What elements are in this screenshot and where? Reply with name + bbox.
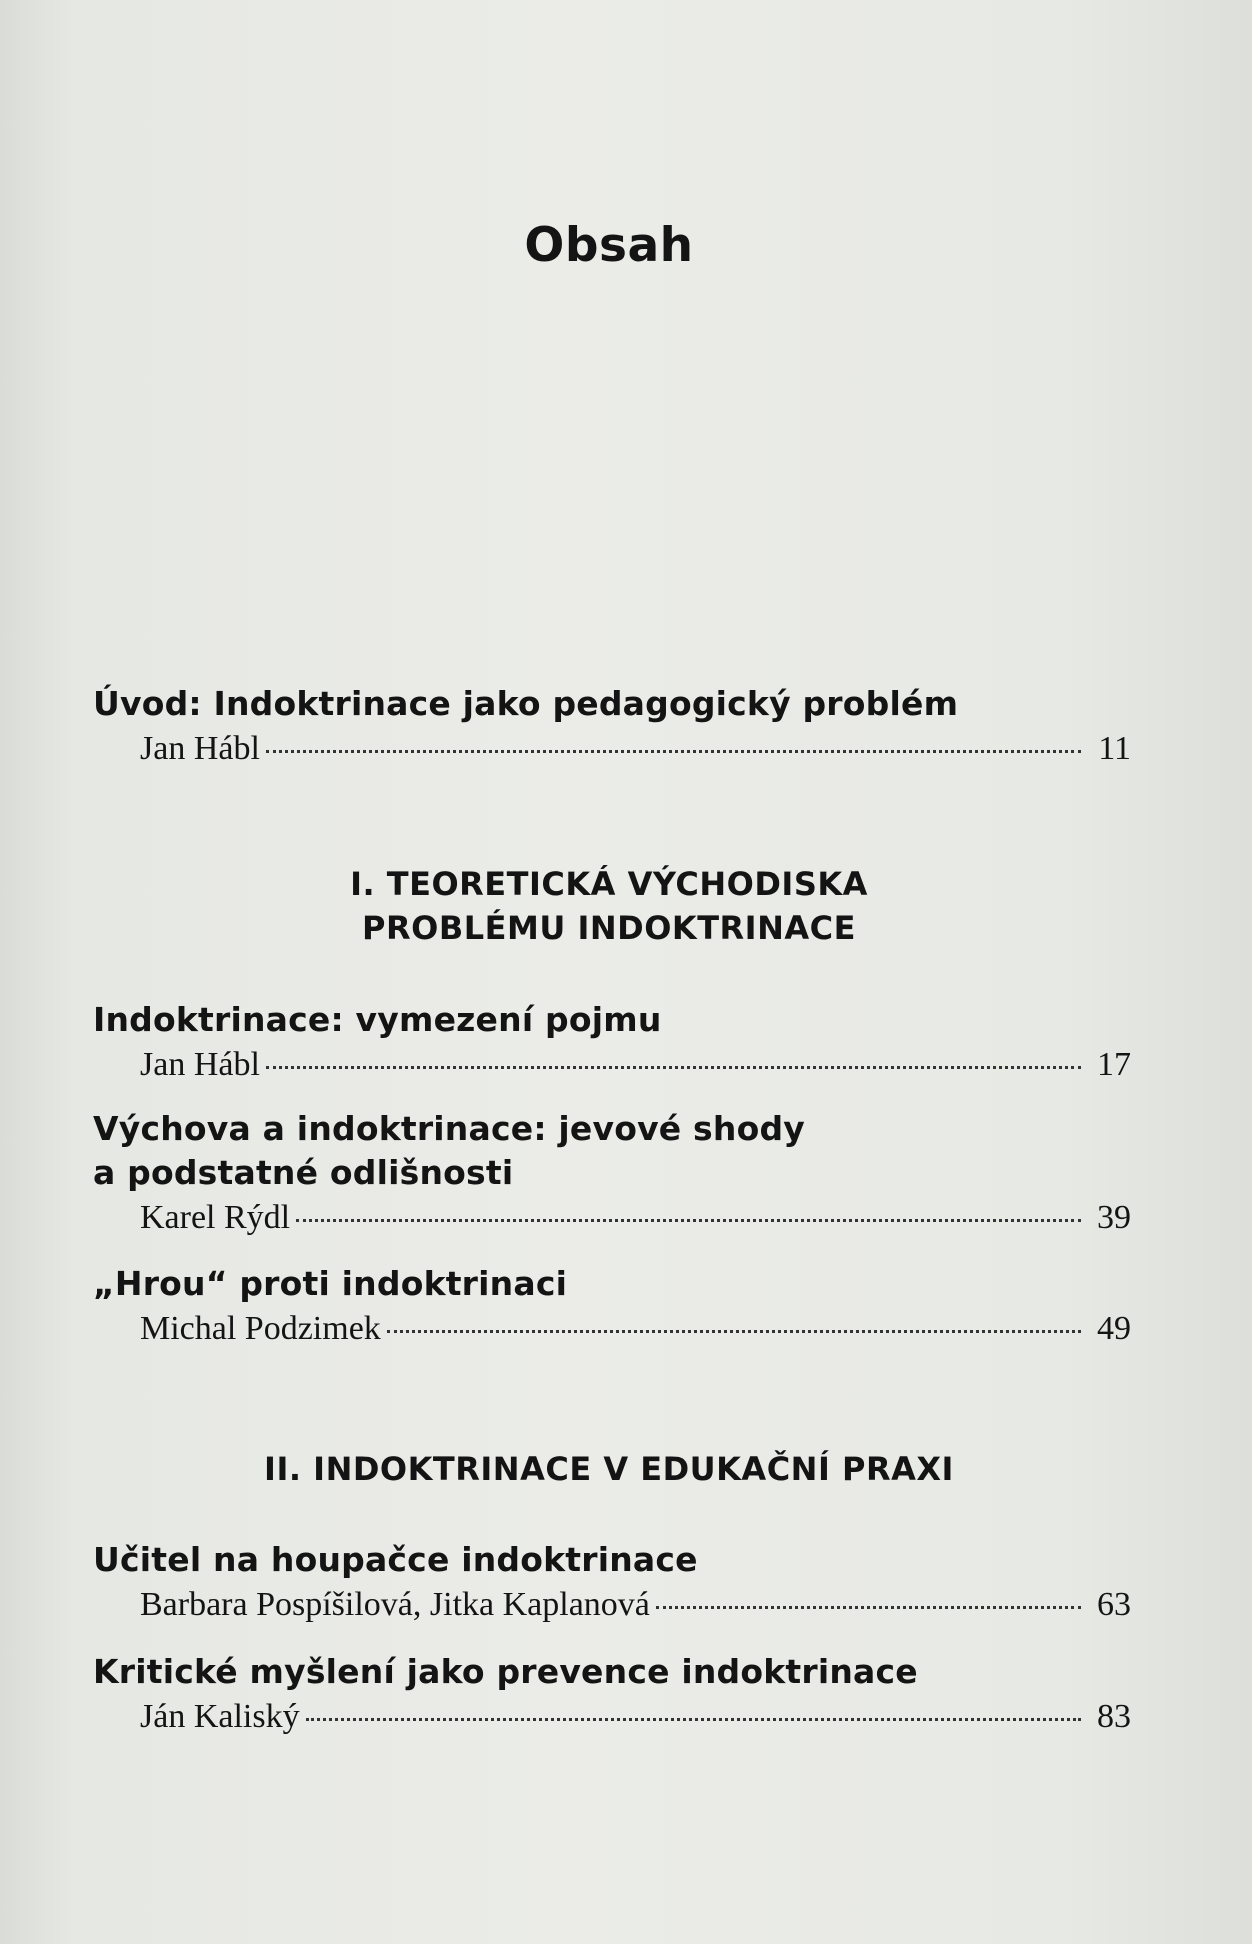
dot-leader <box>306 1718 1081 1721</box>
toc-entry <box>93 1538 1131 1628</box>
entry-line <box>93 1195 1131 1241</box>
entry-title: Indoktrinace: vymezení pojmu <box>93 1000 662 1039</box>
entry-page-number: 63 <box>1097 1586 1131 1623</box>
entry-title: Kritické myšlení jako prevence indoktrinace <box>93 1652 918 1691</box>
entry-page-number: 39 <box>1097 1199 1131 1236</box>
entry-title-line: Výchova a indoktrinace: jevové shody <box>93 1109 805 1148</box>
section-heading <box>0 1447 1218 1491</box>
section-heading-line: I. TEORETICKÁ VÝCHODISKA <box>350 865 868 903</box>
toc-entry <box>93 1107 1131 1241</box>
entry-title: Úvod: Indoktrinace jako pedagogický problém <box>93 684 959 723</box>
section-heading <box>0 862 1218 950</box>
entry-line <box>93 1582 1131 1628</box>
entry-author: Michal Podzimek <box>140 1310 381 1347</box>
entry-author: Barbara Pospíšilová, Jitka Kaplanová <box>140 1586 650 1623</box>
entry-line <box>93 1042 1131 1088</box>
entry-author: Karel Rýdl <box>140 1199 291 1236</box>
entry-author: Ján Kaliský <box>140 1698 300 1735</box>
entry-author: Jan Hábl <box>140 730 260 767</box>
section-heading-line: II. INDOKTRINACE V EDUKAČNÍ PRAXI <box>264 1450 954 1488</box>
entry-page-number: 83 <box>1097 1698 1131 1735</box>
entry-title: „Hrou“ proti indoktrinaci <box>93 1264 568 1303</box>
entry-title-line: a podstatné odlišnosti <box>93 1153 514 1192</box>
entry-author: Jan Hábl <box>140 1046 260 1083</box>
entry-page-number: 17 <box>1097 1046 1131 1083</box>
entry-line <box>93 1694 1131 1740</box>
entry-line <box>93 1306 1131 1352</box>
dot-leader <box>387 1330 1081 1333</box>
dot-leader <box>266 750 1081 753</box>
toc-entry <box>93 682 1131 772</box>
entry-line <box>93 726 1131 772</box>
page-title: Obsah <box>524 218 694 273</box>
entry-page-number: 49 <box>1097 1310 1131 1347</box>
toc-entry <box>93 998 1131 1088</box>
entry-title: Učitel na houpačce indoktrinace <box>93 1540 698 1579</box>
toc-entry <box>93 1650 1131 1740</box>
entry-page-number: 11 <box>1098 730 1131 767</box>
section-heading-line: PROBLÉMU INDOKTRINACE <box>362 909 856 947</box>
toc-entry <box>93 1262 1131 1352</box>
dot-leader <box>266 1066 1081 1069</box>
dot-leader <box>296 1219 1081 1222</box>
dot-leader <box>656 1606 1081 1609</box>
